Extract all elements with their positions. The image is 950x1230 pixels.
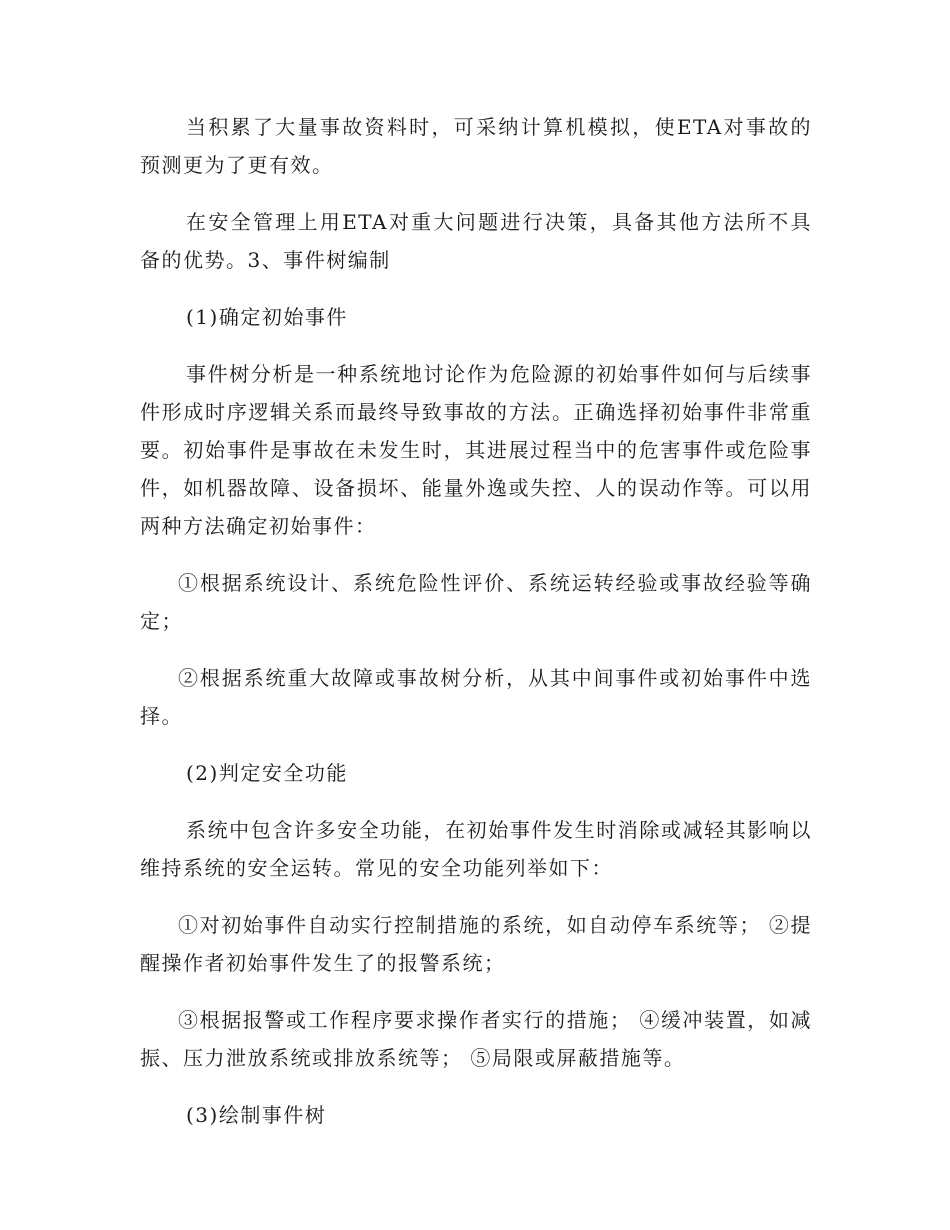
heading-text: (2)判定安全功能: [186, 761, 348, 785]
list-item-functions-1-2: [140, 906, 812, 982]
list-item-text: ①根据系统设计、系统危险性评价、系统运转经验或事故经验等确定；: [140, 571, 812, 633]
paragraph-eta-simulation: [140, 108, 812, 184]
list-item-text: ②根据系统重大故障或事故树分析，从其中间事件或初始事件中选择。: [140, 666, 812, 728]
paragraph-text: 系统中包含许多安全功能，在初始事件发生时消除或减轻其影响以维持系统的安全运转。常见的安全功能列举如下：: [140, 818, 812, 880]
section-heading-safety-functions: [140, 754, 812, 792]
document-body: [140, 108, 812, 1153]
paragraph-eta-decision: [140, 203, 812, 279]
paragraph-text: 事件树分析是一种系统地讨论作为危险源的初始事件如何与后续事件形成时序逻辑关系而最终导致事故的方法。正确选择初始事件非常重要。初始事件是事故在未发生时，其进展过程当中的危害事件或危险事件，如机器故障、设备损坏、能量外逸或失控、人的误动作等。可以用两种方法确定初始事件：: [140, 362, 812, 538]
paragraph-safety-functions: [140, 811, 812, 887]
list-item-functions-3-5: [140, 1001, 812, 1077]
paragraph-text: 在安全管理上用ETA对重大问题进行决策，具备其他方法所不具备的优势。3、事件树编制: [140, 210, 812, 272]
list-item-text: ③根据报警或工作程序要求操作者实行的措施； ④缓冲装置，如减振、压力泄放系统或排放系统等； ⑤局限或屏蔽措施等。: [140, 1008, 812, 1070]
list-item-method-2: [140, 659, 812, 735]
heading-text: (1)确定初始事件: [186, 305, 348, 329]
list-item-method-1: [140, 564, 812, 640]
heading-text: (3)绘制事件树: [186, 1103, 327, 1127]
paragraph-text: 当积累了大量事故资料时，可采纳计算机模拟，使ETA对事故的预测更为了更有效。: [140, 115, 812, 177]
list-item-text: ①对初始事件自动实行控制措施的系统，如自动停车系统等； ②提醒操作者初始事件发生了的报警系统；: [140, 913, 812, 975]
section-heading-draw-event-tree: [140, 1096, 812, 1134]
section-heading-initial-event: [140, 298, 812, 336]
paragraph-event-tree-analysis: [140, 355, 812, 545]
